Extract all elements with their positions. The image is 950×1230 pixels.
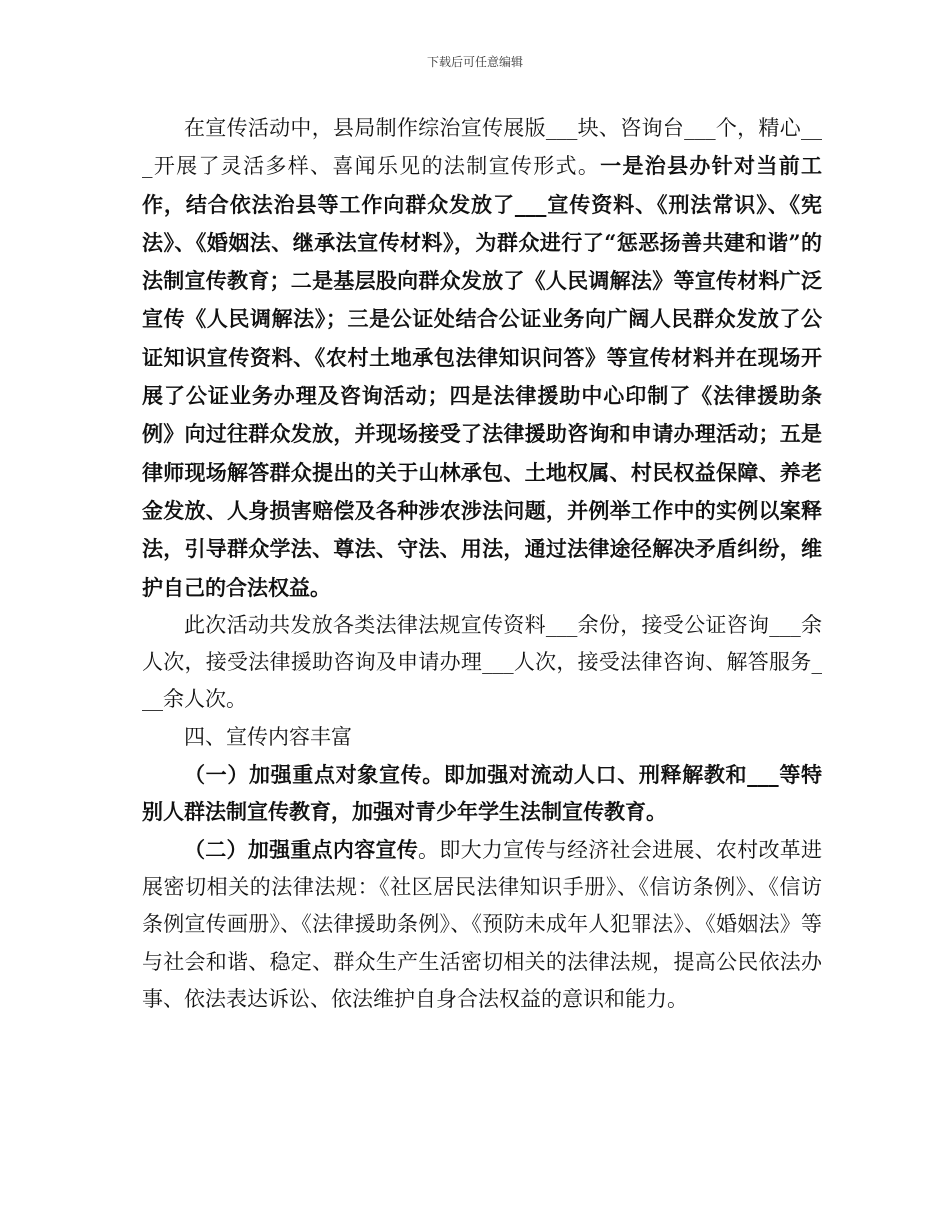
list-item-key-groups: （一）加强重点对象宣传。即加强对流动人口、刑释解教和___等特别人群法制宣传教育，加强对青少年学生法制宣传教育。 (142, 762, 822, 825)
paragraph-statistics: 此次活动共发放各类法律法规宣传资料___余份，接受公证咨询___余人次，接受法律援助咨询及申请办理___人次，接受法律咨询、解答服务___余人次。 (142, 612, 822, 712)
document-body (142, 110, 822, 1018)
section-heading: 四、宣传内容丰富 (184, 724, 352, 749)
list-item-key-content-body: 。即大力宣传与经济社会进展、农村改革进展密切相关的法律法规：《社区居民法律知识手册》、《信访条例》、《信访条例宣传画册》、《法律援助条例》、《预防未成年人犯罪法》、《婚姻法》等与社会和谐、稳定、群众生产生活密切相关的法律法规，提高公民依法办事、依法表达诉讼、依法维护自身合法权益的意识和能力。 (142, 837, 823, 1011)
paragraph-activities-intro: 在宣传活动中，县局制作综治宣传展版___块、咨询台___个，精心___开展了灵活多样、喜闻乐见的法制宣传形式。 (142, 116, 822, 179)
list-item-key-content (142, 831, 822, 1018)
page-header-note: 下载后可任意编辑 (426, 55, 523, 69)
paragraph-activities-details: 一是治县办针对当前工作，结合依法治县等工作向群众发放了___宣传资料、《刑法常识》、《宪法》、《婚姻法、继承法宣传材料》，为群众进行了“惩恶扬善共建和谐”的法制宣传教育；二是基层股向群众发放了《人民调解法》等宣传材料广泛宣传《人民调解法》；三是公证处结合公证业务向广阔人民群众发放了公证知识宣传资料、《农村土地承包法律知识问答》等宣传材料并在现场开展了公证业务办理及咨询活动；四是法律援助中心印制了《法律援助条例》向过往群众发放，并现场接受了法律援助咨询和申请办理活动；五是律师现场解答群众提出的关于山林承包、土地权属、村民权益保障、养老金发放、人身损害赔偿及各种涉农涉法问题，并例举工作中的实例以案释法，引导群众学法、尊法、守法、用法，通过法律途径解决矛盾纠纷，维护自己的合法权益。 (142, 153, 823, 600)
list-item-key-content-title: （二）加强重点内容宣传 (184, 836, 419, 862)
paragraph-activities (142, 110, 822, 607)
